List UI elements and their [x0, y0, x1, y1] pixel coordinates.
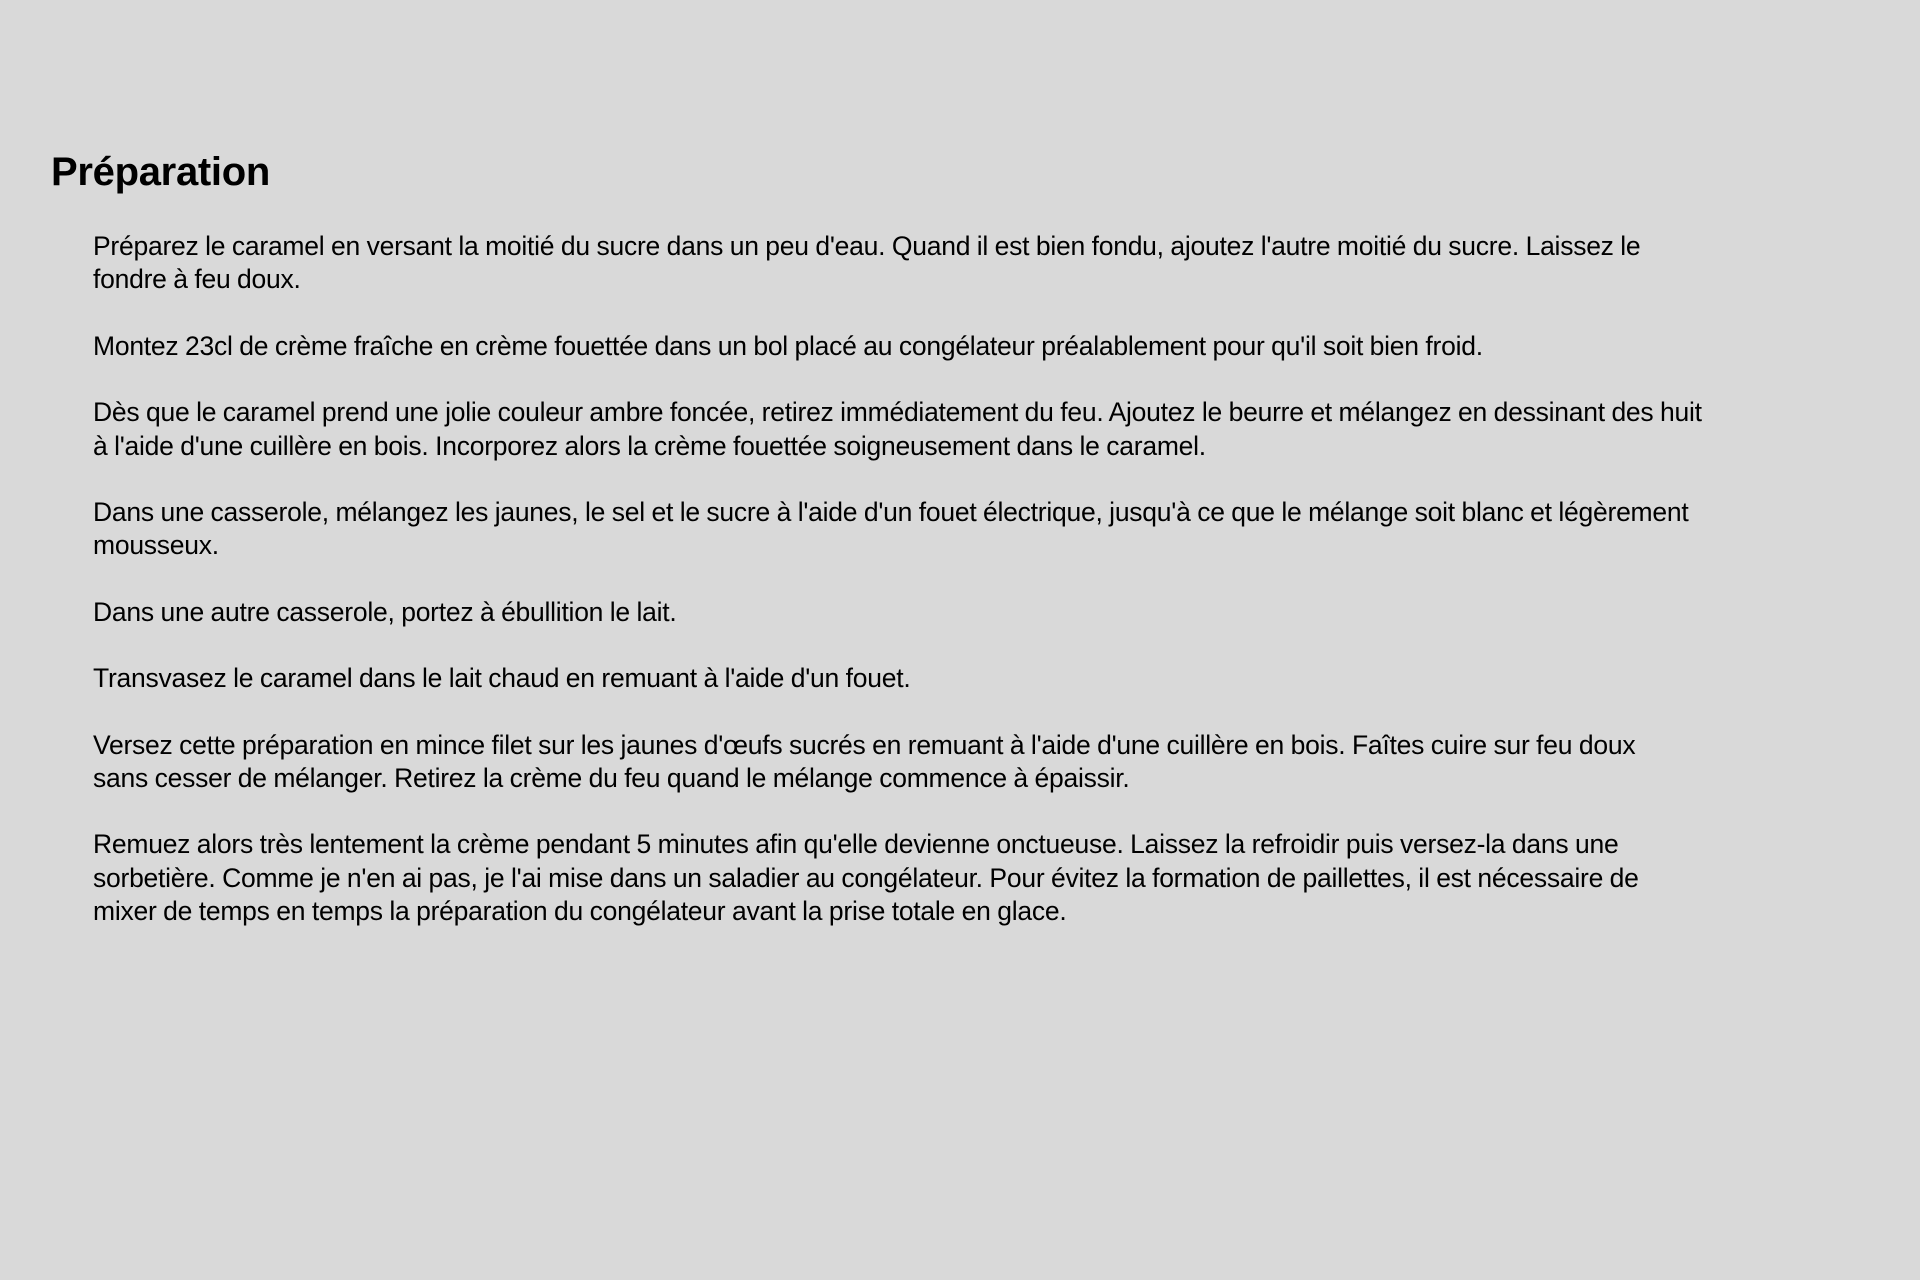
step-paragraph: Remuez alors très lentement la crème pendant 5 minutes afin qu'elle devienne onctueuse. Laissez la refroidir puis versez-la dans une sorbetière. Comme je n'en ai pas, je l'ai mise dans un saladier au congélateur. Pour évitez la formation de paillettes, il est nécessaire de mixer de temps en temps la préparation du congélateur avant la prise totale en glace.	[93, 829, 1639, 927]
step-paragraph: Dès que le caramel prend une jolie couleur ambre foncée, retirez immédiatement du feu. Ajoutez le beurre et mélangez en dessinant des huit à l'aide d'une cuillère en bois. Incorporez alors la crème fouettée soigneusement dans le caramel.	[93, 397, 1702, 461]
step-paragraph: Versez cette préparation en mince filet sur les jaunes d'œufs sucrés en remuant à l'aide d'une cuillère en bois. Faîtes cuire sur feu doux sans cesser de mélanger. Retirez la crème du feu quand le mélange commence à épaissir.	[93, 729, 1636, 794]
preparation-steps	[93, 230, 1898, 962]
step-paragraph: Dans une casserole, mélangez les jaunes, le sel et le sucre à l'aide d'un fouet électrique, jusqu'à ce que le mélange soit blanc et légèrement mousseux.	[93, 497, 1689, 561]
section-heading: Préparation	[51, 150, 270, 194]
step-paragraph: Dans une autre casserole, portez à ébullition le lait.	[93, 596, 677, 627]
step-paragraph: Montez 23cl de crème fraîche en crème fouettée dans un bol placé au congélateur préalablement pour qu'il soit bien froid.	[93, 330, 1483, 361]
step-paragraph: Préparez le caramel en versant la moitié du sucre dans un peu d'eau. Quand il est bien fondu, ajoutez l'autre moitié du sucre. Laissez le fondre à feu doux.	[93, 231, 1641, 295]
step-paragraph: Transvasez le caramel dans le lait chaud en remuant à l'aide d'un fouet.	[93, 663, 911, 694]
